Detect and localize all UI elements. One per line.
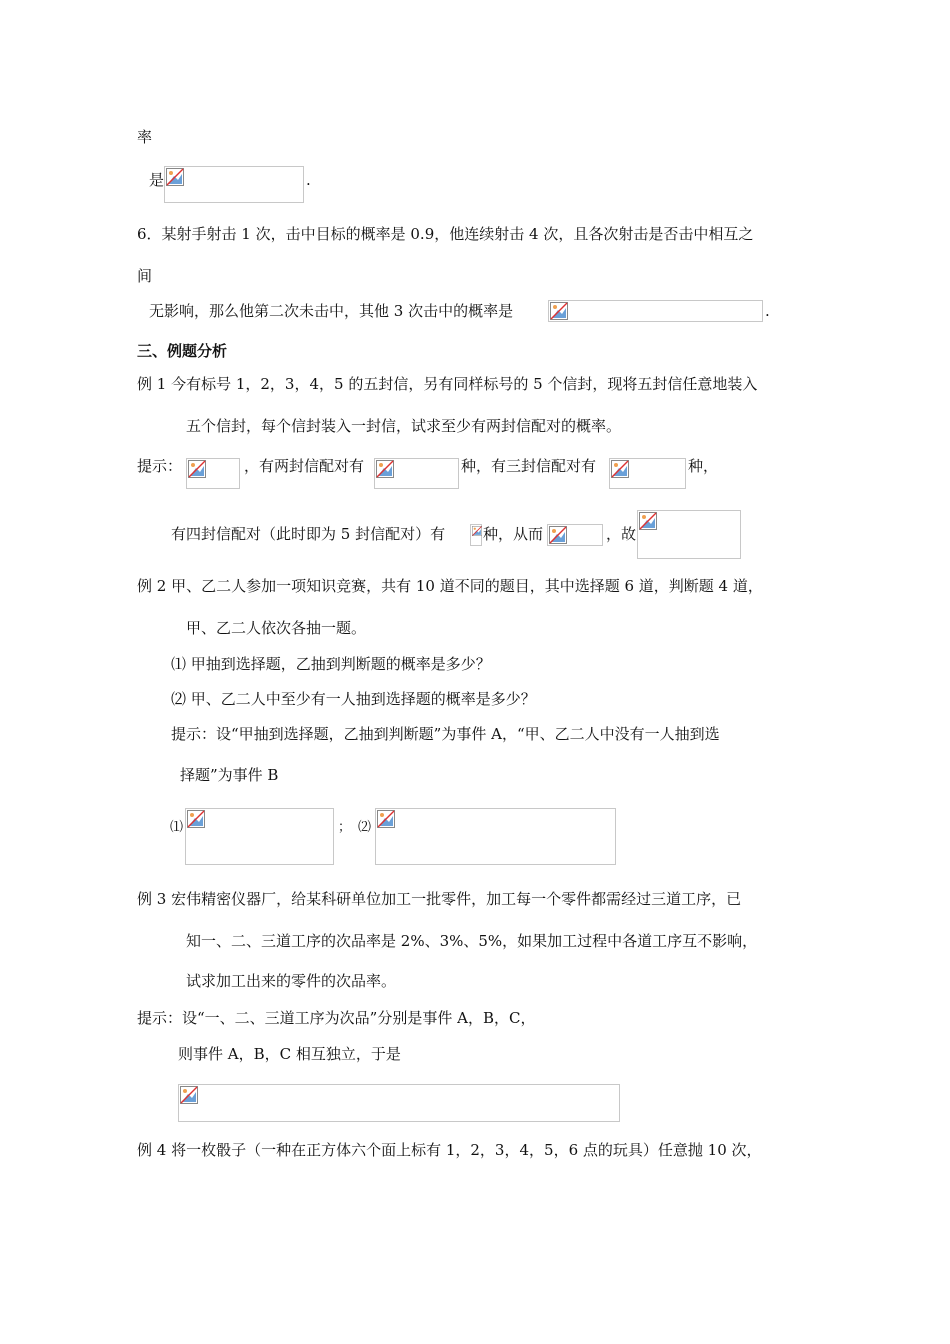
formula-image (470, 524, 482, 546)
formula-image (178, 1084, 620, 1122)
text-line: 是 (149, 171, 165, 189)
text-line: 提示：设“甲抽到选择题，乙抽到判断题”为事件 A，“甲、乙二人中没有一人抽到选 (171, 725, 720, 743)
text-line: 率 (137, 128, 153, 146)
text-line: ⑴ (170, 820, 184, 835)
formula-image (609, 458, 686, 489)
formula-image (186, 458, 240, 489)
text-line: 间 (137, 267, 153, 285)
text-line: ，故 (606, 525, 637, 543)
text-line: . (765, 302, 770, 320)
formula-image (548, 300, 763, 322)
broken-image-icon (180, 1086, 198, 1104)
text-line: 例 1 今有标号 1，2，3，4，5 的五封信，另有同样标号的 5 个信封，现将五封信任意地装入 (137, 375, 758, 393)
broken-image-icon (376, 460, 394, 478)
text-line: 提示：设“一、二、三道工序为次品”分别是事件 A，B，C， (137, 1009, 536, 1027)
formula-image (547, 524, 603, 546)
text-line: ⑴ 甲抽到选择题，乙抽到判断题的概率是多少？ (171, 655, 491, 673)
broken-image-icon (472, 526, 482, 536)
text-line: 种，从而 (483, 525, 544, 543)
text-line: 择题”为事件 B (180, 766, 279, 784)
broken-image-icon (187, 810, 205, 828)
text-line: 则事件 A，B，C 相互独立，于是 (178, 1045, 401, 1063)
broken-image-icon (377, 810, 395, 828)
text-line: ⑵ 甲、乙二人中至少有一人抽到选择题的概率是多少？ (171, 690, 536, 708)
broken-image-icon (639, 512, 657, 530)
formula-image (164, 166, 304, 203)
text-line: 例 2 甲、乙二人参加一项知识竞赛，共有 10 道不同的题目，其中选择题 6 道，判断题 4 道， (137, 577, 763, 595)
broken-image-icon (188, 460, 206, 478)
text-line: ； (338, 820, 352, 835)
text-line: 例 4 将一枚骰子（一种在正方体六个面上标有 1，2，3，4，5，6 点的玩具）任意抛 10 次， (137, 1141, 762, 1159)
text-line: ，有两封信配对有 (244, 457, 365, 475)
text-line: 例 3 宏伟精密仪器厂，给某科研单位加工一批零件，加工每一个零件都需经过三道工序，已 (137, 890, 742, 908)
formula-image (375, 808, 616, 865)
broken-image-icon (549, 526, 567, 544)
text-line: 提示： (137, 457, 183, 475)
text-line: 种， (688, 457, 719, 475)
text-line: 6．某射手射击 1 次，击中目标的概率是 0.9，他连续射击 4 次，且各次射击是否击中相互之 (137, 225, 754, 243)
text-line: 五个信封，每个信封装入一封信，试求至少有两封信配对的概率。 (186, 417, 622, 435)
broken-image-icon (166, 168, 184, 186)
text-line: 试求加工出来的零件的次品率。 (186, 972, 397, 990)
text-line: . (306, 171, 311, 189)
formula-image (185, 808, 334, 865)
text-line: 甲、乙二人依次各抽一题。 (186, 619, 367, 637)
formula-image (374, 458, 459, 489)
broken-image-icon (550, 302, 568, 320)
text-line: 有四封信配对（此时即为 5 封信配对）有 (171, 525, 446, 543)
section-heading: 三、例题分析 (137, 342, 228, 360)
text-line: ⑵ (358, 820, 372, 835)
broken-image-icon (611, 460, 629, 478)
text-line: 种，有三封信配对有 (461, 457, 597, 475)
text-line: 无影响，那么他第二次未击中，其他 3 次击中的概率是 (149, 302, 514, 320)
text-line: 知一、二、三道工序的次品率是 2%、3%、5%，如果加工过程中各道工序互不影响， (186, 932, 758, 950)
formula-image (637, 510, 741, 559)
